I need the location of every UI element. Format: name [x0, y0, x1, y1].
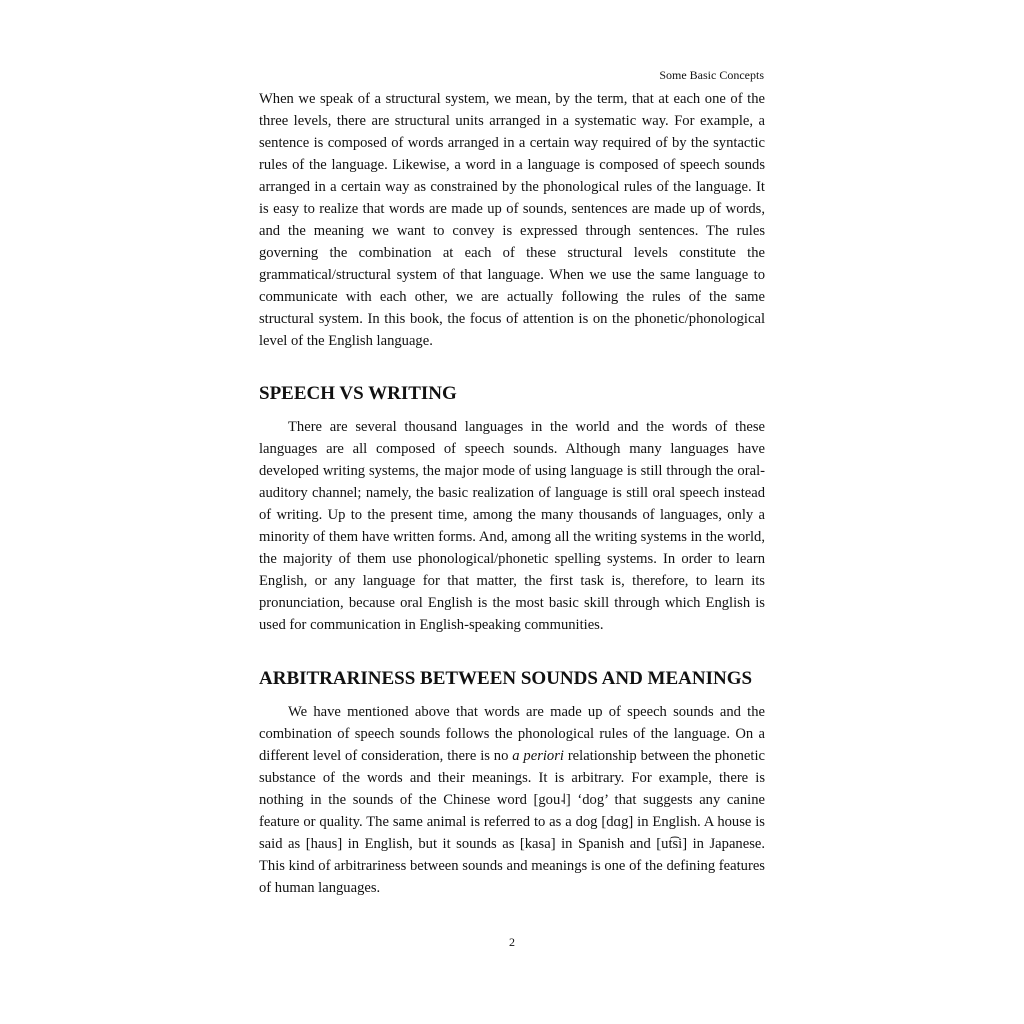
arbitrariness-text-part1: We have mentioned above that words are made up of speech sounds and the combination of speech sounds follows the phonological rules of the language. On a different level of consideration, there is no: [259, 704, 765, 764]
arbitrariness-italic-phrase: a periori: [512, 748, 564, 764]
section-heading-arbitrariness: ARBITRARINESS BETWEEN SOUNDS AND MEANINGS: [259, 668, 753, 689]
intro-paragraph: When we speak of a structural system, we mean, by the term, that at each one of the three levels, there are structural units arranged in a systematic way. For example, a sentence is composed of words arranged in a certain way required of by the syntactic rules of the language. Likewise, a word in a language is composed of speech sounds arranged in a certain way as constrained by the phonological rules of the language. It is easy to realize that words are made up of sounds, sentences are made up of words, and the meaning we want to convey is expressed through sentences. The rules governing the combination at each of these structural levels constitute the grammatical/structural system of that language. When we use the same language to communicate with each other, we are actually following the rules of the same structural system. In this book, the focus of attention is on the phonetic/phonological level of the English language.: [259, 91, 765, 349]
intro-section: [259, 88, 765, 352]
speech-writing-paragraph: There are several thousand languages in the world and the words of these languages are all composed of speech sounds. Although many languages have developed writing systems, the major mode of using language is still through the oral-auditory channel; namely, the basic realization of language is still oral speech instead of writing. Up to the present time, among the many thousands of languages, only a minority of them have written forms. And, among all the writing systems in the world, the majority of them use phonological/phonetic spelling systems. In order to learn English, or any language for that matter, the first task is, therefore, to learn its pronunciation, because oral English is the most basic skill through which English is used for communication in English-speaking communities.: [259, 419, 765, 633]
arbitrariness-section: [259, 701, 765, 899]
section-heading-speech-vs-writing: SPEECH VS WRITING: [259, 383, 457, 404]
running-header: Some Basic Concepts: [659, 68, 764, 82]
arbitrariness-text-part2: relationship between the phonetic substance of the words and their meanings. It is arbitrary. For example, there is nothing in the sounds of the Chinese word [gou˨] ‘dog’ that suggests any canine feature or quality. The same animal is referred to as a dog [dɑg] in English. A house is said as [haus] in English, but it sounds as [kasa] in Spanish and [ut͡si] in Japanese. This kind of arbitrariness between sounds and meanings is one of the defining features of human languages.: [259, 748, 766, 896]
page-number: 2: [509, 935, 515, 949]
arbitrariness-paragraph: [259, 701, 765, 899]
speech-writing-section: [259, 416, 765, 636]
